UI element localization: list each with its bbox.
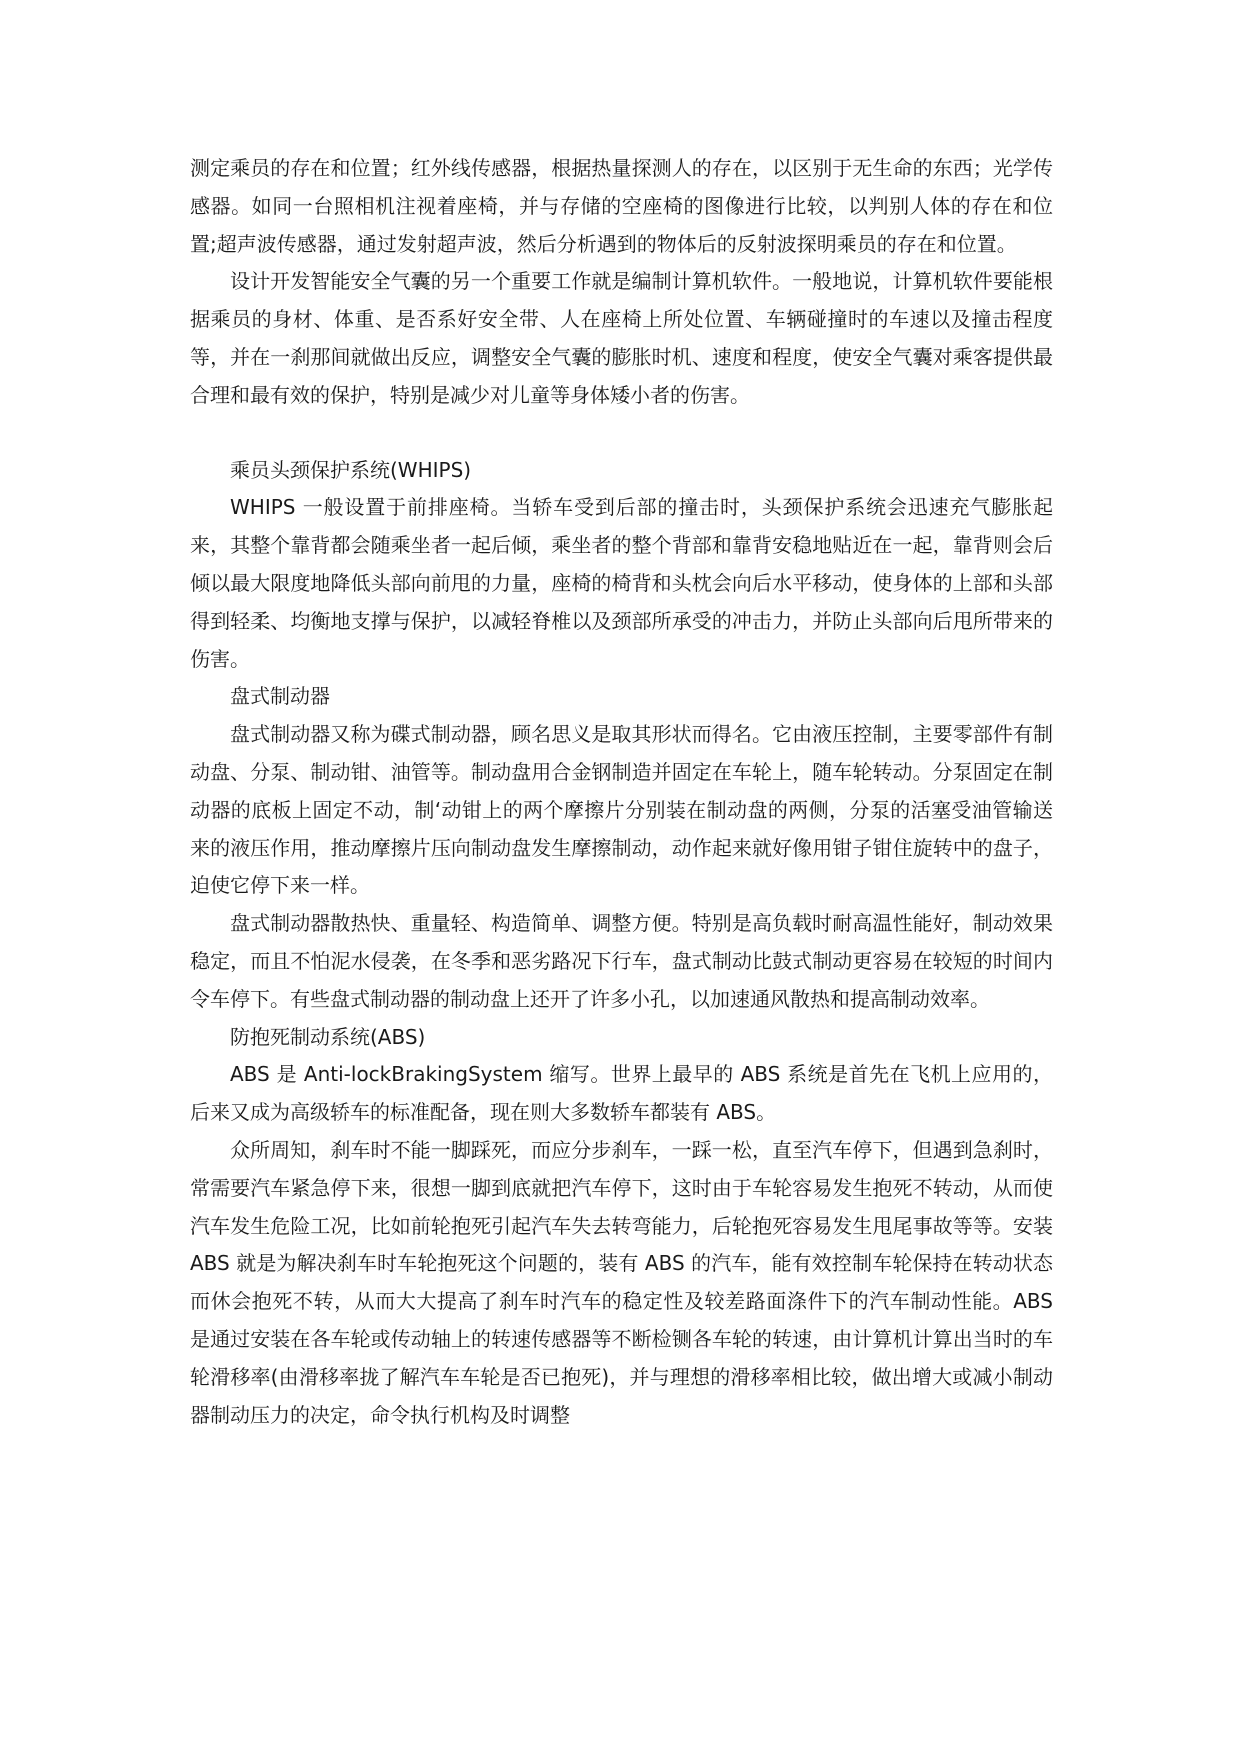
heading-abs: 防抱死制动系统(ABS): [230, 1024, 426, 1049]
paragraph-airbag-software: 设计开发智能安全气囊的另一个重要工作就是编制计算机软件。一般地说，计算机软件要能根据乘员的身材、体重、是否系好安全带、人在座椅上所处位置、车辆碰撞时的车速以及撞击程度等，并在一刹那间就做出反应，调整安全气囊的膨胀时机、速度和程度，使安全气囊对乘客提供最合理和最有效的保护，特别是减少对儿童等身体矮小者的伤害。: [190, 269, 1053, 407]
heading-whips: 乘员头颈保护系统(WHIPS): [230, 457, 472, 482]
paragraph-disc-brake-advantages: 盘式制动器散热快、重量轻、构造简单、调整方便。特别是高负载时耐高温性能好，制动效果稳定，而且不怕泥水侵袭，在冬季和恶劣路况下行车，盘式制动比鼓式制动更容易在较短的时间内令车停下。有些盘式制动器的制动盘上还开了许多小孔，以加速通风散热和提高制动效率。: [190, 911, 1053, 1011]
section-gap: [190, 415, 1053, 452]
paragraph-whips: WHIPS 一般设置于前排座椅。当轿车受到后部的撞击时，头颈保护系统会迅速充气膨胀起来，其整个靠背都会随乘坐者一起后倾，乘坐者的整个背部和靠背安稳地贴近在一起，靠背则会后倾以最大限度地降低头部向前甩的力量，座椅的椅背和头枕会向后水平移动，使身体的上部和头部得到轻柔、均衡地支撑与保护，以减轻脊椎以及颈部所承受的冲击力，并防止头部向后甩所带来的伤害。: [190, 495, 1053, 671]
heading-disc-brake: 盘式制动器: [230, 684, 330, 709]
document-body: [190, 150, 1053, 1434]
paragraph-abs-function: 众所周知，刹车时不能一脚踩死，而应分步刹车，一踩一松，直至汽车停下，但遇到急刹时，常需要汽车紧急停下来，很想一脚到底就把汽车停下，这时由于车轮容易发生抱死不转动，从而使汽车发生危险工况，比如前轮抱死引起汽车失去转弯能力，后轮抱死容易发生甩尾事故等等。安装 ABS 就是为解决刹车时车轮抱死这个问题的，装有 ABS 的汽车，能有效控制车轮保持在转动状态而休会抱死不转，从而大大提高了刹车时汽车的稳定性及较差路面涤件下的汽车制动性能。ABS 是通过安装在各车轮或传动轴上的转速传感器等不断检铡各车轮的转速，由计算机计算出当时的车轮滑移率(由滑移率拢了解汽车车轮是否已抱死)，并与理想的滑移率相比较，做出增大或减小制动器制动压力的决定，命令执行机构及时调整: [190, 1137, 1053, 1427]
paragraph-abs-intro: ABS 是 Anti-lockBrakingSystem 缩写。世界上最早的 ABS 系统是首先在飞机上应用的，后来又成为高级轿车的标准配备，现在则大多数轿车都装有 ABS。: [190, 1062, 1053, 1125]
paragraph-disc-brake-structure: 盘式制动器又称为碟式制动器，顾名思义是取其形状而得名。它由液压控制，主要零部件有制动盘、分泵、制动钳、油管等。制动盘用合金钢制造并固定在车轮上，随车轮转动。分泵固定在制动器的底板上固定不动，制‘动钳上的两个摩擦片分别装在制动盘的两侧，分泵的活塞受油管输送来的液压作用，推动摩擦片压向制动盘发生摩擦制动，动作起来就好像用钳子钳住旋转中的盘子，迫使它停下来一样。: [190, 722, 1053, 898]
paragraph-sensors: 测定乘员的存在和位置；红外线传感器，根据热量探测人的存在，以区别于无生命的东西；光学传感器。如同一台照相机注视着座椅，并与存储的空座椅的图像进行比较，以判别人体的存在和位置;超声波传感器，通过发射超声波，然后分析遇到的物体后的反射波探明乘员的存在和位置。: [190, 156, 1053, 256]
